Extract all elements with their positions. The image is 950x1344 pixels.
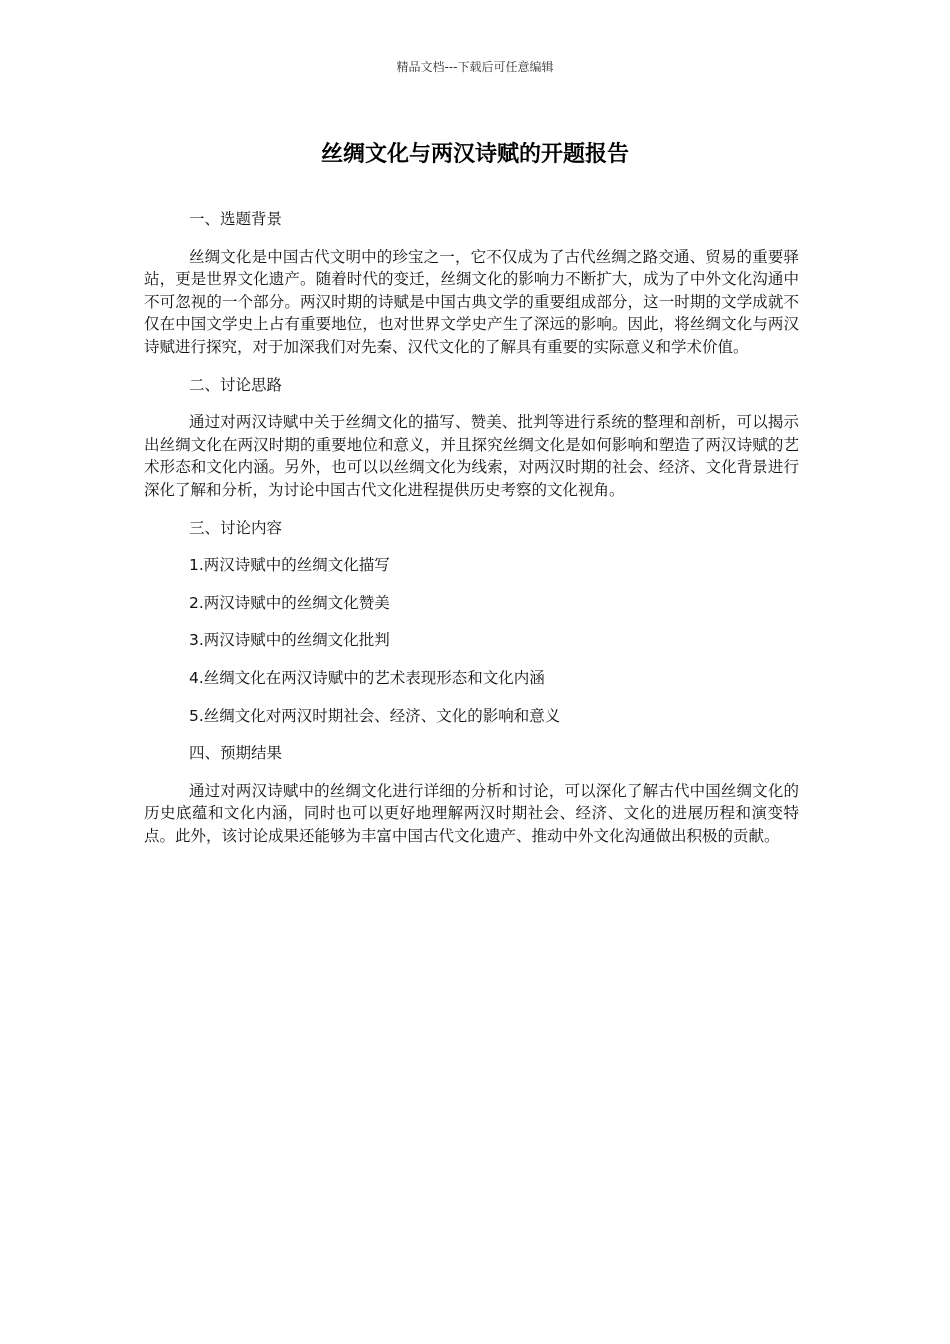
- content-list-item: 4.丝绸文化在两汉诗赋中的艺术表现形态和文化内涵: [189, 668, 545, 687]
- document-title: 丝绸文化与两汉诗赋的开题报告: [320, 142, 629, 167]
- section-heading-approach: 二、讨论思路: [189, 375, 283, 394]
- section-paragraph-expected-results: 通过对两汉诗赋中的丝绸文化进行详细的分析和讨论，可以深化了解古代中国丝绸文化的历史底蕴和文化内涵，同时也可以更好地理解两汉时期社会、经济、文化的进展历程和演变特点。此外，该讨论成果还能够为丰富中国古代文化遗产、推动中外文化沟通做出积极的贡献。: [144, 781, 799, 845]
- content-list-item: 2.两汉诗赋中的丝绸文化赞美: [189, 593, 390, 612]
- document-body: [144, 208, 799, 862]
- section-paragraph-background: 丝绸文化是中国古代文明中的珍宝之一，它不仅成为了古代丝绸之路交通、贸易的重要驿站，更是世界文化遗产。随着时代的变迁，丝绸文化的影响力不断扩大，成为了中外文化沟通中不可忽视的一个部分。两汉时期的诗赋是中国古典文学的重要组成部分，这一时期的文学成就不仅在中国文学史上占有重要地位，也对世界文学史产生了深远的影响。因此，将丝绸文化与两汉诗赋进行探究，对于加深我们对先秦、汉代文化的了解具有重要的实际意义和学术价值。: [144, 247, 799, 356]
- content-list-item: 5.丝绸文化对两汉时期社会、经济、文化的影响和意义: [189, 706, 561, 725]
- section-heading-expected-results: 四、预期结果: [189, 744, 283, 763]
- content-list-item: 1.两汉诗赋中的丝绸文化描写: [189, 556, 390, 575]
- section-paragraph-approach: 通过对两汉诗赋中关于丝绸文化的描写、赞美、批判等进行系统的整理和剖析，可以揭示出丝绸文化在两汉时期的重要地位和意义，并且探究丝绸文化是如何影响和塑造了两汉诗赋的艺术形态和文化内涵。另外，也可以以丝绸文化为线索，对两汉时期的社会、经济、文化背景进行深化了解和分析，为讨论中国古代文化进程提供历史考察的文化视角。: [144, 413, 799, 499]
- section-heading-content: 三、讨论内容: [189, 518, 283, 537]
- section-heading-background: 一、选题背景: [189, 210, 283, 228]
- page-header: 精品文档---下载后可任意编辑: [396, 60, 554, 74]
- content-list-item: 3.两汉诗赋中的丝绸文化批判: [189, 631, 390, 650]
